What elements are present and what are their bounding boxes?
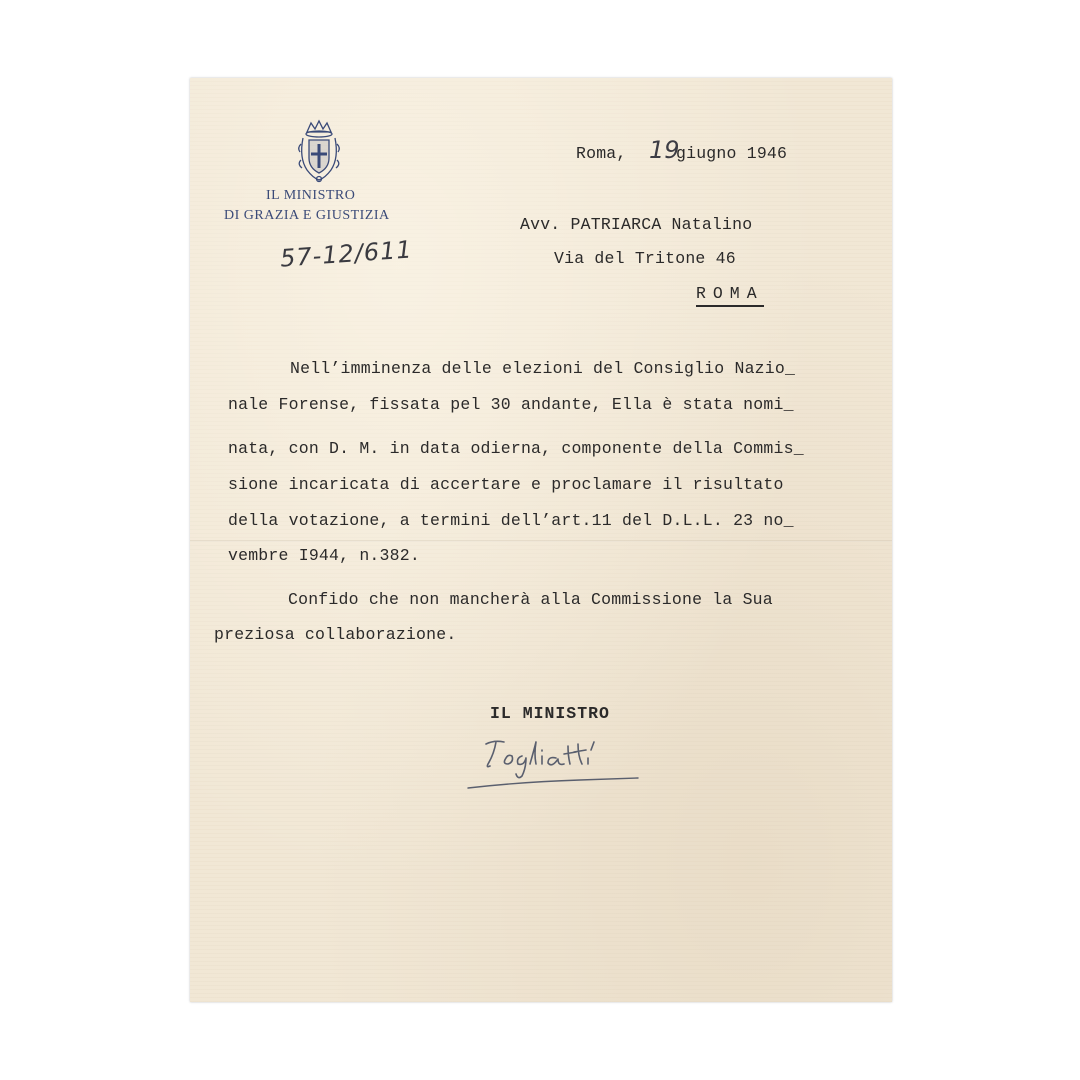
- body-line: Confido che non mancherà alla Commissione la Sua: [288, 590, 773, 609]
- recipient-name: Avv. PATRIARCA Natalino: [520, 215, 753, 234]
- date-day: 19: [649, 136, 680, 164]
- body-line: vembre I944, n.382.: [228, 546, 420, 565]
- recipient-street: Via del Tritone 46: [554, 249, 736, 268]
- letterhead-title: IL MINISTRO: [266, 188, 356, 203]
- body-line: sione incaricata di accertare e proclamare il risultato: [228, 475, 784, 494]
- body-line: preziosa collaborazione.: [214, 625, 457, 644]
- body-line: nale Forense, fissata pel 30 andante, Ella è stata nomi_: [228, 395, 794, 414]
- body-line: Nell’imminenza delle elezioni del Consiglio Nazio_: [290, 359, 796, 378]
- letter-page: [190, 78, 892, 1002]
- letterhead-subtitle: DI GRAZIA E GIUSTIZIA: [224, 208, 390, 223]
- protocol-number: 57-12/611: [279, 235, 414, 273]
- body-line: della votazione, a termini dell’art.11 del D.L.L. 23 no_: [228, 511, 794, 530]
- date-month-year: giugno 1946: [676, 144, 788, 163]
- handwritten-signature: [460, 728, 660, 798]
- paper-fold: [190, 540, 892, 542]
- savoy-crest-icon: [293, 118, 345, 184]
- recipient-city: ROMA: [696, 284, 764, 307]
- date-place: Roma,: [576, 144, 627, 163]
- closing-title: IL MINISTRO: [490, 704, 610, 723]
- body-line: nata, con D. M. in data odierna, componente della Commis_: [228, 439, 804, 458]
